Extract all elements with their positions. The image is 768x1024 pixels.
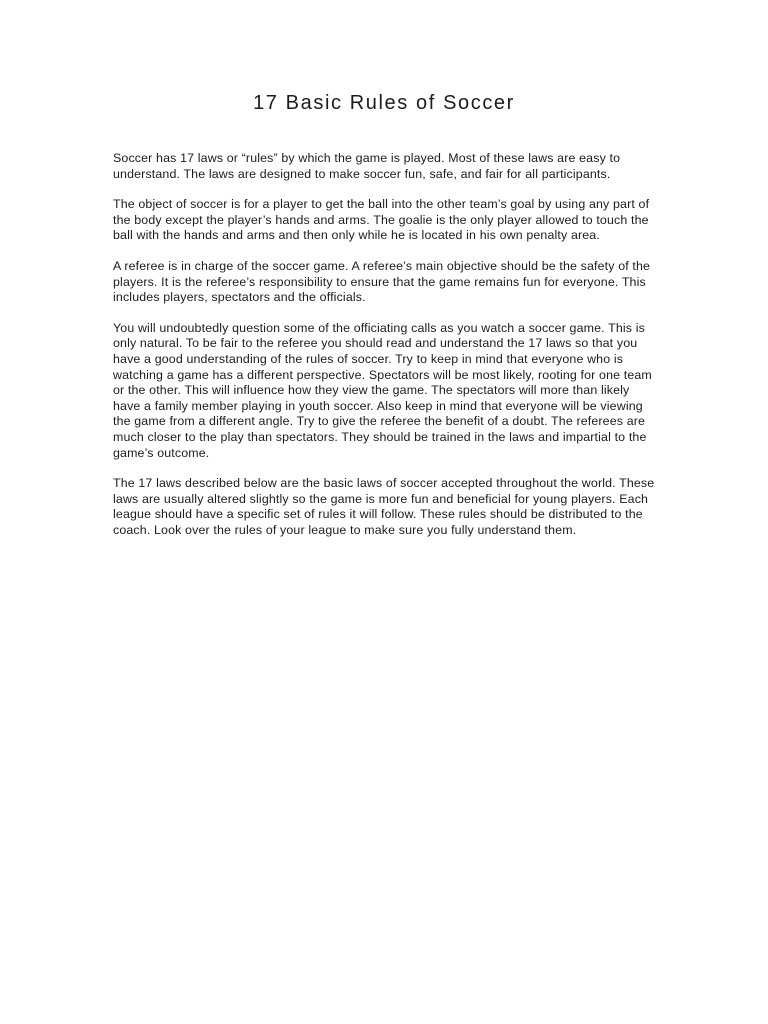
paragraph-object-of-game: The object of soccer is for a player to get the ball into the other team’s goal by using any part of the body except the player’s hands and arms. The goalie is the only player allowed to touch the ball with the hands and arms and then only while he is located in his own penalty area. [113,197,650,243]
paragraph-intro: Soccer has 17 laws or “rules” by which the game is played. Most of these laws are easy to understand. The laws are designed to make soccer fun, safe, and fair for all participants. [113,151,621,181]
paragraph-seventeen-laws: The 17 laws described below are the basic laws of soccer accepted throughout the world. These laws are usually altered slightly so the game is more fun and beneficial for young players. Each league should have a specific set of rules it will follow. These rules should be distributed to the coach. Look over the rules of your league to make sure you fully understand them. [113,476,655,537]
paragraph-referee: A referee is in charge of the soccer game. A referee’s main objective should be the safety of the players. It is the referee’s responsibility to ensure that the game remains fun for everyone. This includes players, spectators and the officials. [113,258,651,305]
paragraph-officiating-calls: You will undoubtedly question some of the officiating calls as you watch a soccer game. This is only natural. To be fair to the referee you should read and understand the 17 laws so that you have a good understanding of the rules of soccer. Try to keep in mind that everyone who is watching a game has a different perspective. Spectators will be most likely, rooting for one team or the other. This will influence how they view the game. The spectators will more than likely have a family member playing in youth soccer. Also keep in mind that everyone will be viewing the game from a different angle. Try to give the referee the benefit of a doubt. The referees are much closer to the play than spectators. They should be trained in the laws and impartial to the game’s outcome. [113,320,652,460]
document-body [113,151,658,553]
document-title: 17 Basic Rules of Soccer [253,92,515,114]
